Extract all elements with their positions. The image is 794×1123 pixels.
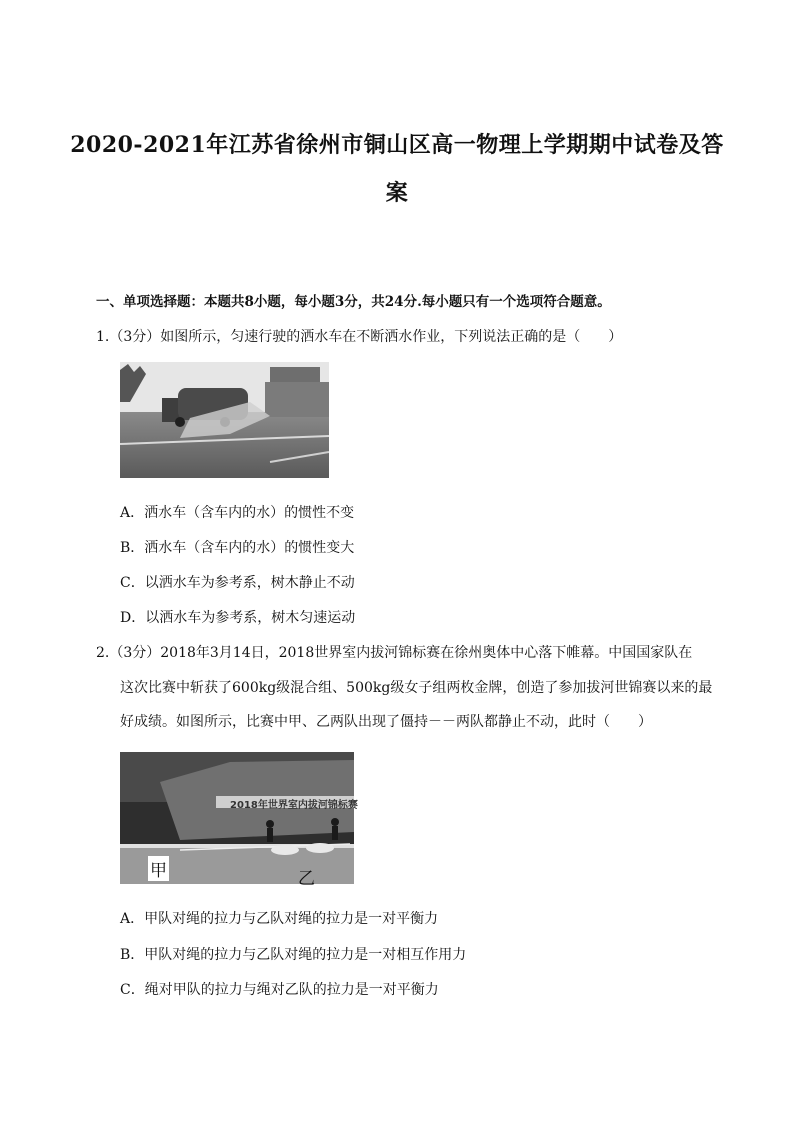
tug-of-war-banner: 2018年世界室内拔河锦标赛	[230, 800, 358, 811]
question-2-stem-line2: 这次比赛中斩获了600kg级混合组、500kg级女子组两枚金牌，创造了参加拔河世锦赛以来的最	[120, 680, 713, 696]
question-1-stem: 1.（3分）如图所示，匀速行驶的洒水车在不断洒水作业，下列说法正确的是（ ）	[96, 329, 623, 345]
q1-option-b: B．洒水车（含车内的水）的惯性变大	[120, 540, 355, 556]
q1-option-c: C．以洒水车为参考系，树木静止不动	[120, 575, 355, 591]
team-yi-label: 乙	[298, 869, 315, 889]
question-2-stem-line1: 2.（3分）2018年3月14日，2018世界室内拔河锦标赛在徐州奥体中心落下帷幕。中国国家队在	[96, 645, 693, 661]
question-2-stem-line3: 好成绩。如图所示，比赛中甲、乙两队出现了僵持－－两队都静止不动，此时（ ）	[120, 714, 652, 730]
tug-of-war-photo	[120, 752, 358, 889]
document-title-line1: 2020-2021年江苏省徐州市铜山区高一物理上学期期中试卷及答	[70, 132, 724, 158]
q2-option-b: B．甲队对绳的拉力与乙队对绳的拉力是一对相互作用力	[120, 947, 467, 963]
q1-option-d: D．以洒水车为参考系，树木匀速运动	[120, 610, 356, 626]
team-jia-label: 甲	[148, 856, 169, 881]
q1-option-a: A．洒水车（含车内的水）的惯性不变	[120, 505, 355, 521]
document-title-line2: 案	[385, 180, 409, 206]
water-truck-photo	[120, 362, 329, 478]
q2-option-a: A．甲队对绳的拉力与乙队对绳的拉力是一对平衡力	[120, 911, 439, 927]
section-heading: 一、单项选择题：本题共8小题，每小题3分，共24分.每小题只有一个选项符合题意。	[96, 294, 611, 310]
q2-option-c: C．绳对甲队的拉力与绳对乙队的拉力是一对平衡力	[120, 982, 439, 998]
